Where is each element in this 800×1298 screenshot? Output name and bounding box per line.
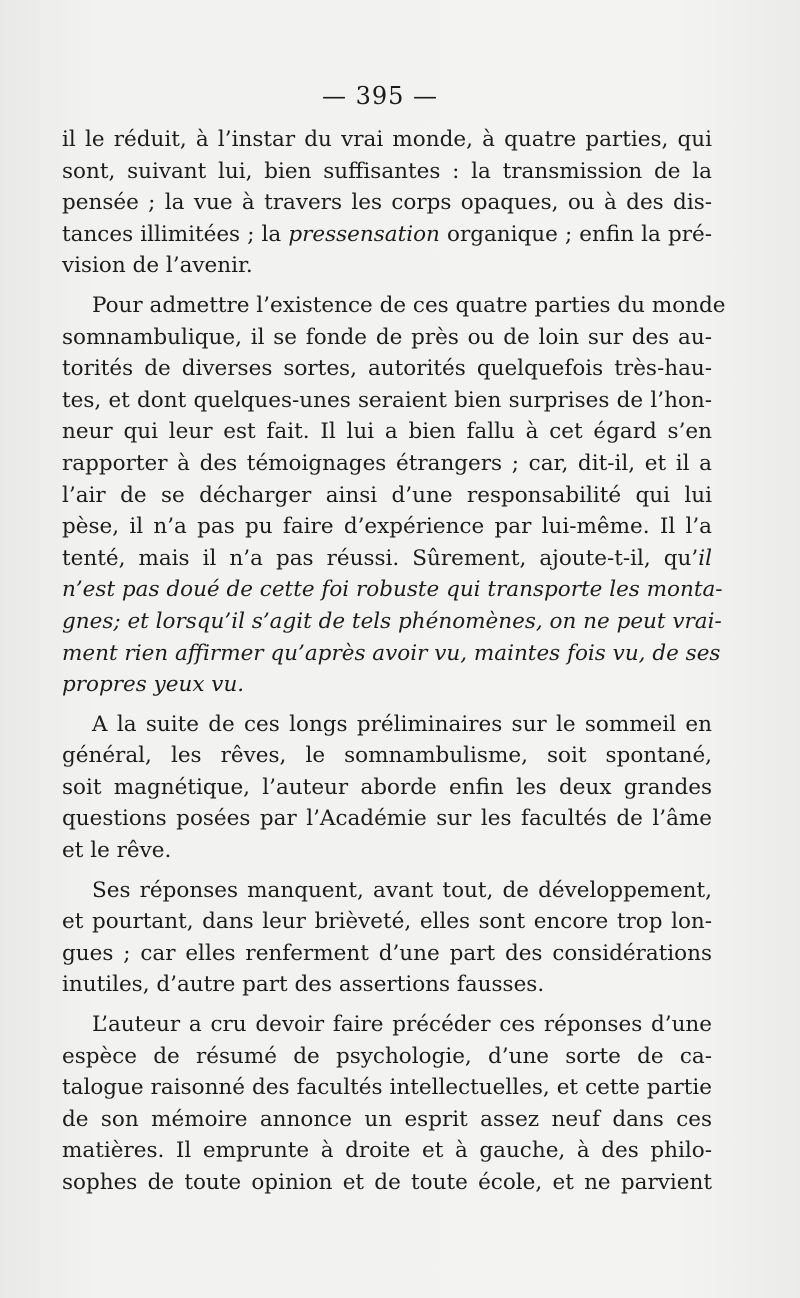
text-line xyxy=(62,250,712,282)
paragraph xyxy=(62,290,726,701)
roman-text: L’auteur a cru devoir faire précéder ces réponses d’une xyxy=(92,1012,712,1038)
italic-text: il xyxy=(698,545,712,571)
text-line xyxy=(62,156,712,188)
text-line xyxy=(62,574,723,606)
italic-text: ment rien affirmer qu’après avoir vu, maintes fois vu, de ses xyxy=(62,640,721,666)
roman-text: et le rêve. xyxy=(62,838,172,864)
roman-text: vision de l’avenir. xyxy=(62,253,253,279)
text-line xyxy=(62,638,721,670)
roman-text: torités de diverses sortes, autorités quelquefois très-hau- xyxy=(62,356,712,382)
text-line xyxy=(62,969,712,1001)
text-line xyxy=(62,187,712,219)
roman-text: pèse, il n’a pas pu faire d’expérience par lui-même. Il l’a xyxy=(62,514,712,540)
roman-text: inutiles, d’autre part des assertions fausses. xyxy=(62,972,545,998)
roman-text: il le réduit, à l’instar du vrai monde, à quatre parties, qui xyxy=(62,127,712,152)
paragraph xyxy=(62,709,712,867)
roman-text: de son mémoire annonce un esprit assez neuf dans ces xyxy=(62,1106,712,1132)
roman-text: sophes de toute opinion et de toute école, et ne parvient xyxy=(62,1170,712,1195)
text-line xyxy=(62,1072,712,1104)
text-line xyxy=(62,772,712,804)
roman-text: rapporter à des témoignages étrangers ; car, dit-il, et il a xyxy=(62,450,712,476)
text-line xyxy=(62,875,712,907)
text-line xyxy=(62,1104,712,1136)
roman-text: tances illimitées ; la xyxy=(62,221,289,247)
text-line xyxy=(62,290,726,322)
text-line xyxy=(62,1041,712,1073)
text-line xyxy=(62,938,712,970)
roman-text: l’air de se décharger ainsi d’une responsabilité qui lui xyxy=(62,482,712,508)
roman-text: sont, suivant lui, bien suffisantes : la transmission de la xyxy=(62,158,712,184)
roman-text: espèce de résumé de psychologie, d’une sorte de ca- xyxy=(62,1043,712,1069)
text-line xyxy=(62,385,712,417)
roman-text: somnambulique, il se fonde de près ou de loin sur des au- xyxy=(62,324,712,350)
text-line xyxy=(62,906,712,938)
text-line xyxy=(62,835,712,867)
text-line xyxy=(62,124,712,156)
roman-text: général, les rêves, le somnambulisme, soit spontané, xyxy=(62,743,712,769)
italic-text: pressensation xyxy=(288,221,440,247)
roman-text: A la suite de ces longs préliminaires sur le sommeil en xyxy=(92,711,712,737)
text-line xyxy=(62,606,722,638)
text-line xyxy=(62,740,712,772)
roman-text: matières. Il emprunte à droite et à gauche, à des philo- xyxy=(62,1138,712,1164)
page-number: — 395 — xyxy=(321,82,439,110)
text-line xyxy=(62,669,712,701)
text-line xyxy=(62,1135,712,1167)
text-line xyxy=(62,219,712,251)
paragraph xyxy=(62,1009,712,1199)
roman-text: talogue raisonné des facultés intellectuelles, et cette partie xyxy=(62,1075,712,1101)
text-line xyxy=(62,803,712,835)
text-line xyxy=(62,448,712,480)
roman-text: questions posées par l’Académie sur les facultés de l’âme xyxy=(62,806,712,832)
roman-text: Ses réponses manquent, avant tout, de développement, xyxy=(92,877,712,903)
roman-text: neur qui leur est fait. Il lui a bien fallu à cet égard s’en xyxy=(62,419,712,445)
roman-text: tes, et dont quelques-unes seraient bien surprises de l’hon- xyxy=(62,387,712,413)
text-line xyxy=(62,353,712,385)
italic-text: propres yeux vu. xyxy=(62,672,245,698)
paragraph xyxy=(62,124,712,282)
roman-text: et pourtant, dans leur brièveté, elles sont encore trop lon- xyxy=(62,909,712,935)
text-line xyxy=(62,1009,712,1041)
roman-text: pensée ; la vue à travers les corps opaques, ou à des dis- xyxy=(62,190,712,216)
italic-text: n’est pas doué de cette foi robuste qui transporte les monta- xyxy=(62,577,723,603)
roman-text: tenté, mais il n’a pas réussi. Sûrement, ajoute-t-il, qu’ xyxy=(62,545,699,571)
text-line xyxy=(62,416,712,448)
paragraph xyxy=(62,875,712,1001)
roman-text: gues ; car elles renferment d’une part des considérations xyxy=(62,940,712,966)
text-line xyxy=(62,322,712,354)
italic-text: gnes; et lorsqu’il s’agit de tels phénomènes, on ne peut vrai- xyxy=(62,608,722,634)
text-line xyxy=(62,543,712,575)
text-line xyxy=(62,480,712,512)
roman-text: Pour admettre l’existence de ces quatre parties du monde xyxy=(92,292,726,318)
text-line xyxy=(62,511,712,543)
text-line xyxy=(62,709,712,741)
roman-text: organique ; enfin la pré- xyxy=(439,221,712,247)
text-line xyxy=(62,1167,712,1199)
body-text xyxy=(62,124,726,1199)
roman-text: soit magnétique, l’auteur aborde enfin les deux grandes xyxy=(62,774,712,800)
